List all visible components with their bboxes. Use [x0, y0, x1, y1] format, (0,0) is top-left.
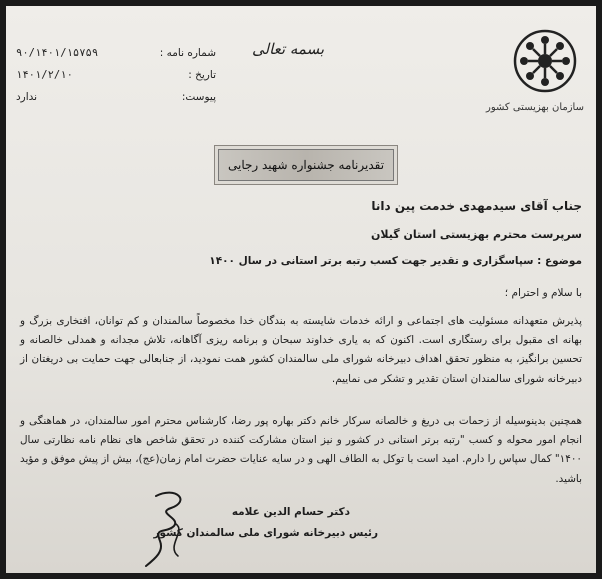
- subject-line: [209, 255, 582, 267]
- body-paragraph-2: همچنین بدینوسیله از زحمات بی دریغ و خالصانه سرکار خانم دکتر بهاره پور رضا، کارشناس محترم امور سالمندان، در هماهنگی و انجام امور محوله و کسب "رتبه برتر استانی در کشور و نیز استان مشارکت کننده در تحقق شاخص های نظام نامه نظارتی سال ۱۴۰۰" کمال سپاس را دارم. امید است با توکل به الطاف الهی و در سایه عنایات حضرت امام زمان(عج)، بیش از پیش موفق و مؤید باشید.: [20, 415, 582, 485]
- letter-number-value: ۹۰/۱۴۰۱/۱۵۷۵۹: [16, 47, 99, 59]
- letter-metadata: [16, 42, 216, 108]
- signer-title: رئیس دبیرخانه شورای ملی سالمندان کشور: [153, 527, 378, 539]
- award-banner: تقدیرنامه جشنواره شهید رجایی: [218, 149, 394, 181]
- addressee-name: جناب آقای سیدمهدی خدمت پین دانا: [371, 199, 582, 213]
- organization-name: سازمان بهزیستی کشور: [485, 102, 584, 113]
- attachment-label: پیوست:: [181, 91, 216, 103]
- letter-date-label: تاریخ :: [188, 69, 216, 81]
- attachment-value: ندارد: [16, 91, 38, 103]
- bismillah-heading: بسمه تعالی: [252, 40, 325, 58]
- letter-number-row: [16, 42, 216, 64]
- body-paragraph-1: پذیرش متعهدانه مسئولیت های اجتماعی و ارائه خدمات شایسته به بندگان خدا مخصوصاً سالمندان و کم توانان، افتخاری بزرگ و بهانه ای مقبول برای رستگاری است. اکنون که به یاری خداوند سبحان و برنامه ریزی آگاهانه، تلاش مجدانه و همدلی خالصانه و تحسین برانگیز، به منظور تحقق اهداف دبیرخانه شورای ملی سالمندان کشور همت نمودید، از جنابعالی جهت حمایت بی دریغتان از دبیرخانه شورای سالمندان استان تقدیر و تشکر می نماییم.: [20, 315, 582, 385]
- organization-logo-icon: [512, 28, 578, 94]
- subject-text: سپاسگزاری و تقدیر جهت کسب رتبه برتر استانی در سال ۱۴۰۰: [209, 255, 534, 267]
- attachment-row: [16, 86, 216, 108]
- subject-label: موضوع :: [537, 255, 582, 267]
- letter-date-value: ۱۴۰۱/۲/۱۰: [16, 69, 73, 81]
- letter-date-row: [16, 64, 216, 86]
- addressee-title: سرپرست محترم بهزیستی استان گیلان: [371, 228, 582, 241]
- letter-number-label: شماره نامه :: [159, 47, 216, 59]
- letter-page: [6, 6, 596, 573]
- signer-name: دکتر حسام الدین علامه: [231, 506, 350, 518]
- greeting: با سلام و احترام ؛: [504, 287, 582, 299]
